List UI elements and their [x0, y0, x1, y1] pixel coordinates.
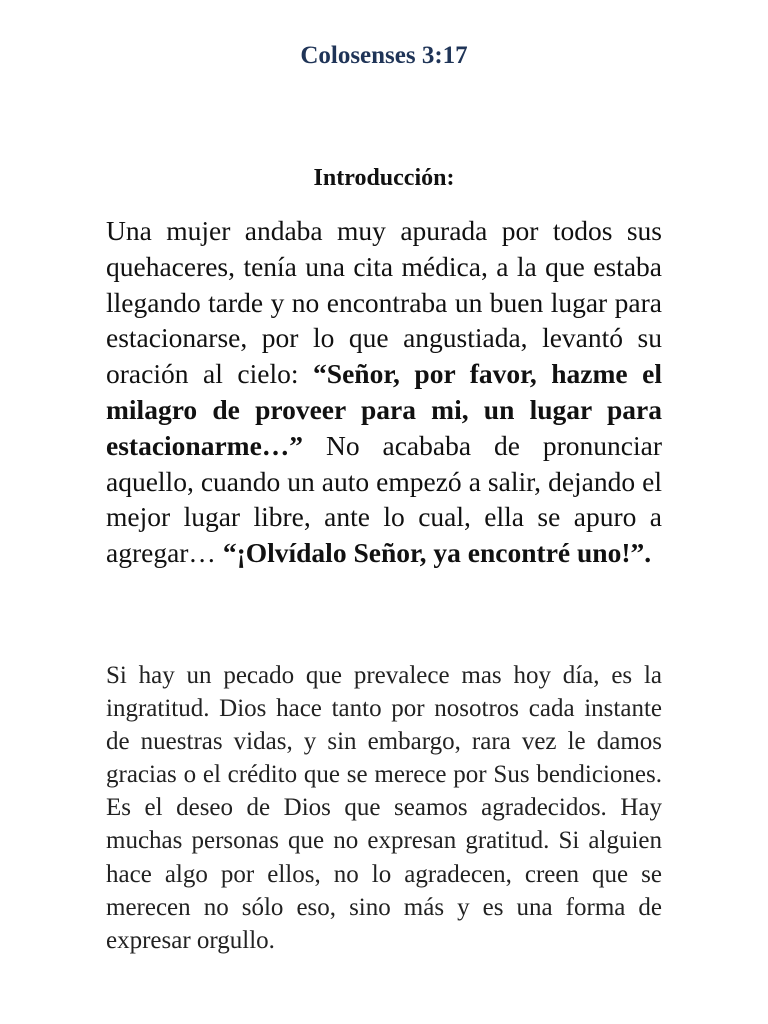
prayer-quote: “Señor, por favor, hazme el milagro de proveer para mi, un lugar para estacionarme…” [106, 358, 662, 461]
paragraph-middle-text: No acababa de pronunciar aquello, cuando un auto empezó a salir, dejando el mejor lugar libre, ante lo cual, ella se apuro a agregar… [106, 429, 662, 569]
paragraph-ingratitude: Si hay un pecado que prevalece mas hoy día, es la ingratitud. Dios hace tanto por nosotros cada instante de nuestras vidas, y sin embargo, rara vez le damos gracias o el crédito que se merece por Sus bendiciones. Es el deseo de Dios que seamos agradecidos. Hay muchas personas que no expresan gratitud. Si alguien hace algo por ellos, no lo agradecen, creen que se merecen no sólo eso, sino más y es una forma de expresar orgullo. [106, 662, 662, 954]
paragraph-intro-text: Una mujer andaba muy apurada por todos sus quehaceres, tenía una cita médica, a la que estaba llegando tarde y no encontraba un buen lugar para estacionarse, por lo que angustiada, levantó su oración al cielo: [106, 215, 662, 390]
section-heading: Introducción: [313, 165, 455, 191]
paragraph-intro-story [106, 213, 662, 571]
page-title: Colosenses 3:17 [300, 42, 468, 69]
forget-quote: “¡Olvídalo Señor, ya encontré uno!”. [222, 537, 652, 569]
